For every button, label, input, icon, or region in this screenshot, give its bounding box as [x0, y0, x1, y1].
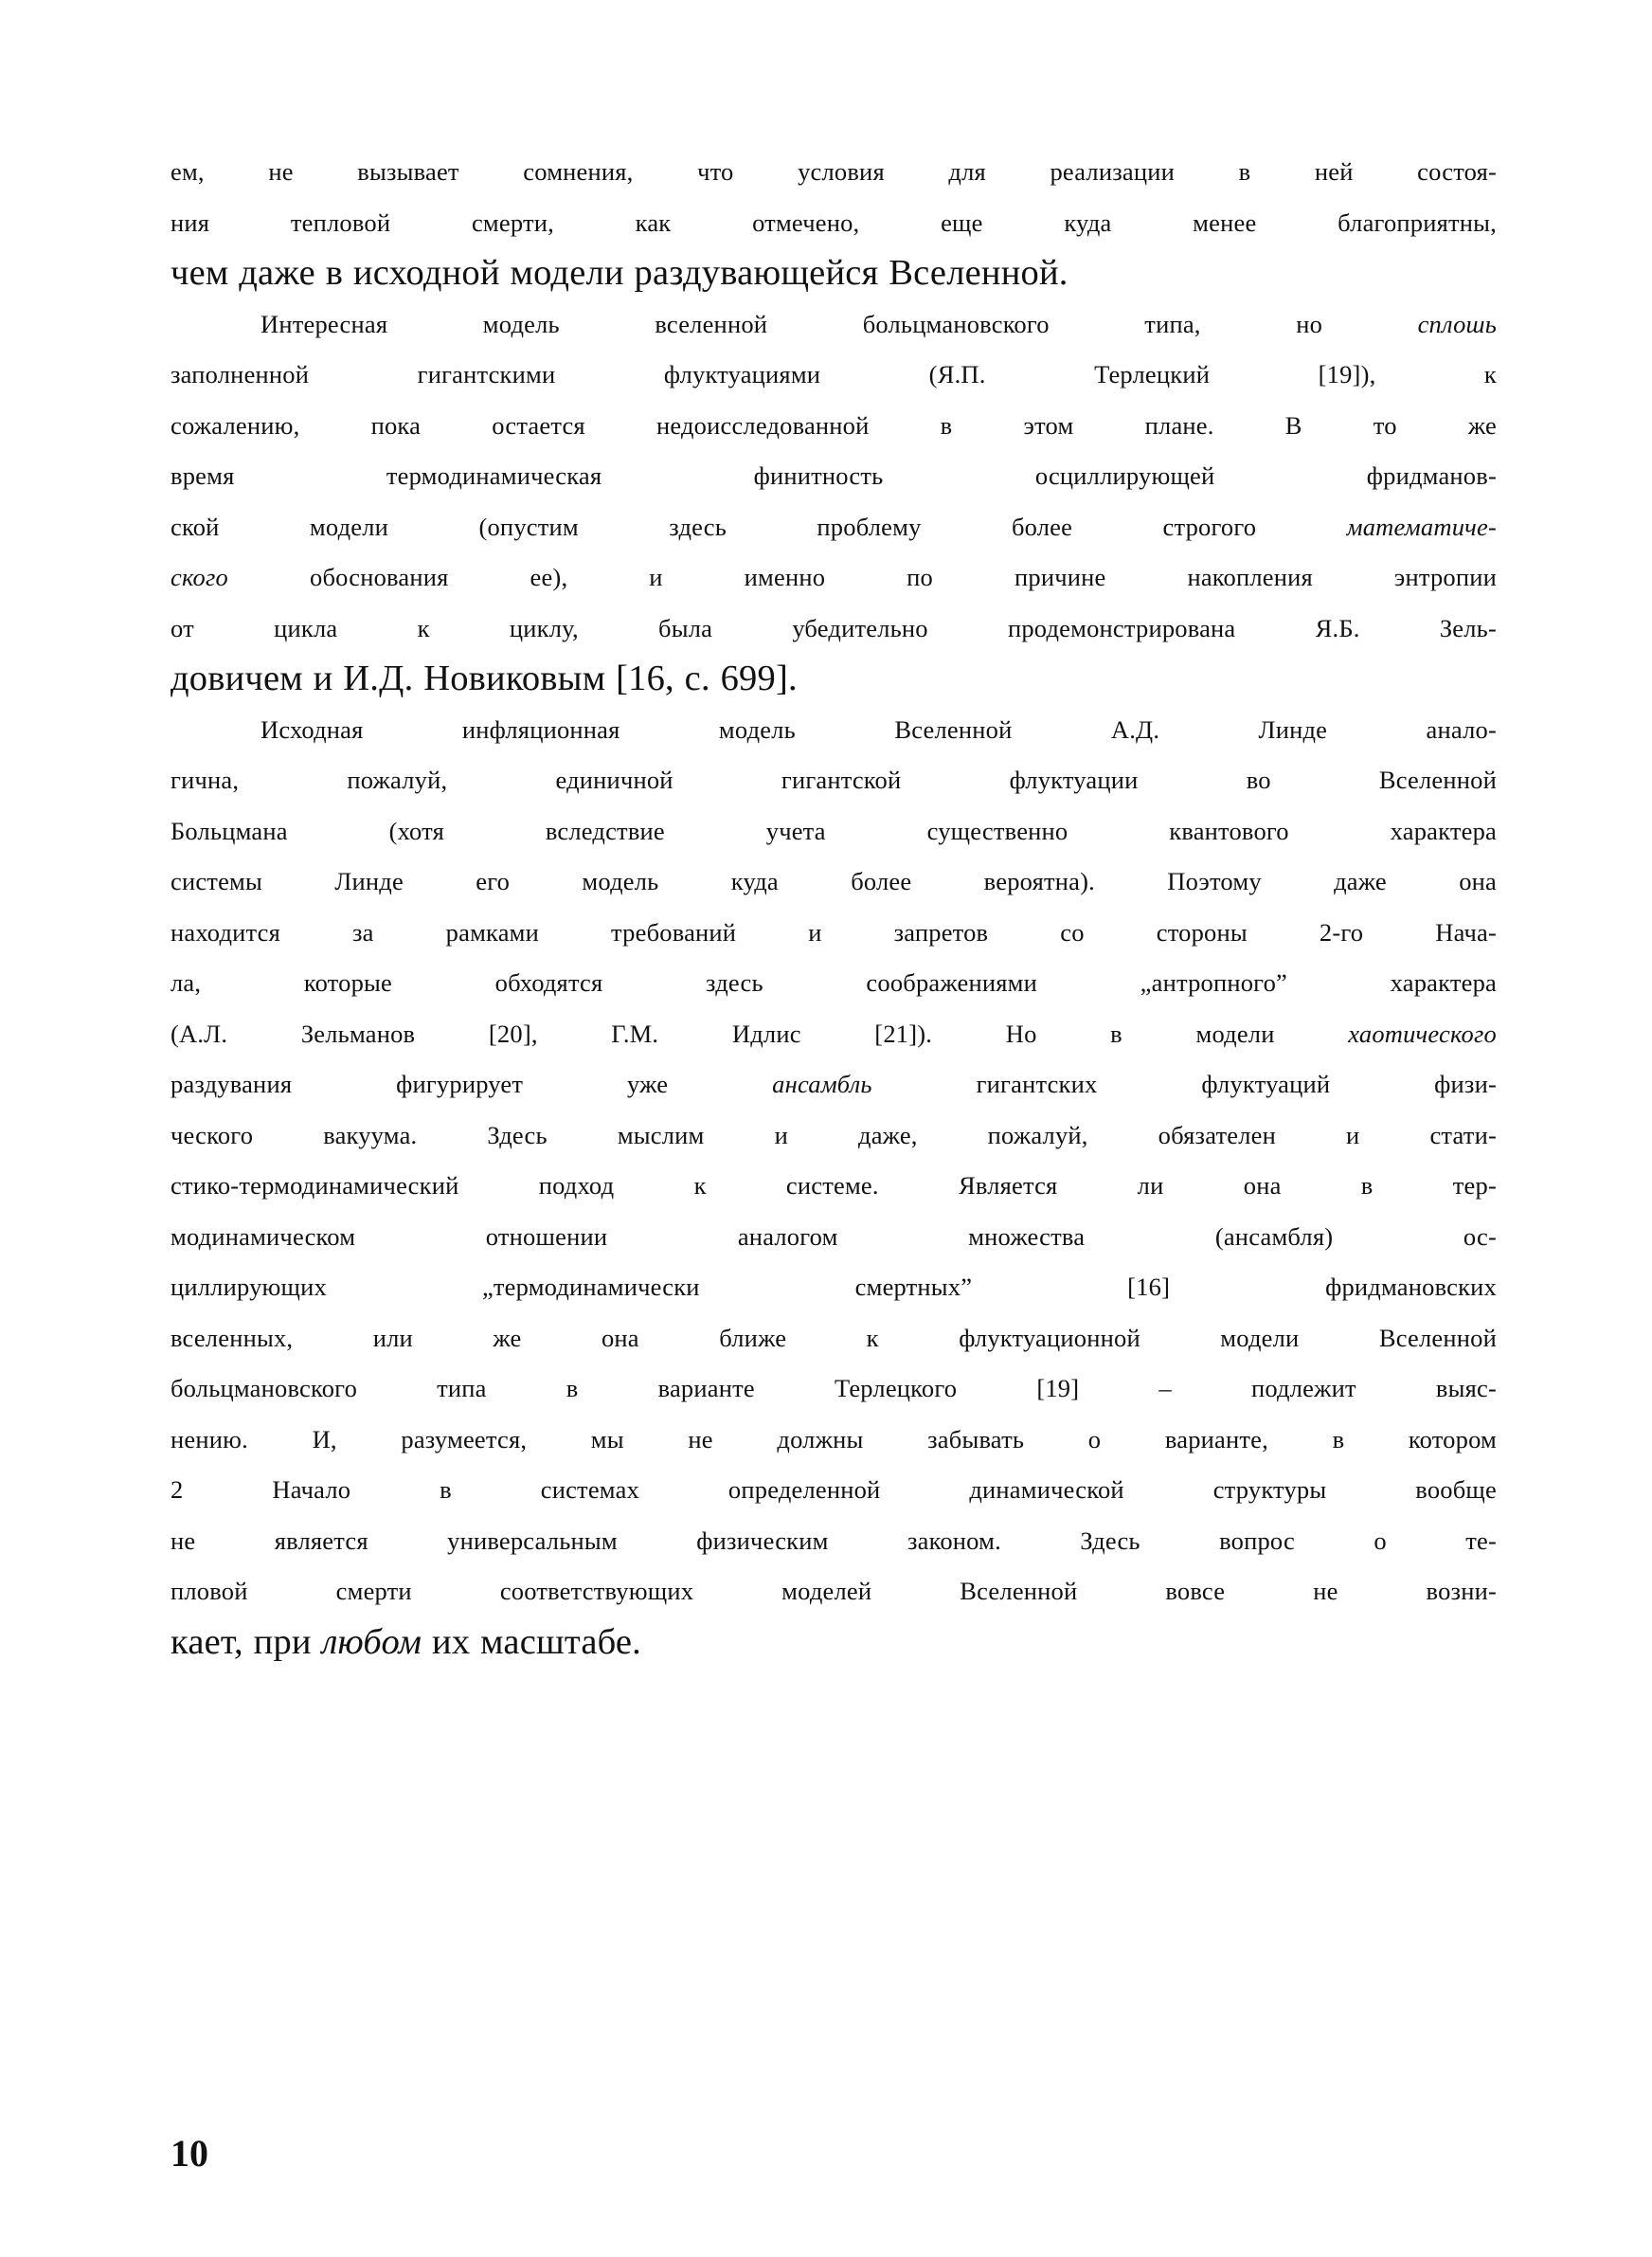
text-line [171, 1566, 1497, 1617]
text-segment: довичем и И.Д. Новиковым [16, с. 699]. [171, 659, 798, 698]
italic-text: ского [171, 563, 228, 591]
text-line [171, 908, 1497, 959]
text-segment: системы Линде его модель куда более вероятна). Поэтому даже она [171, 867, 1497, 895]
text-line [171, 1009, 1497, 1060]
text-segment: время термодинамическая финитность осциллирующей фридманов- [171, 461, 1497, 490]
text-segment: ла, которые обходятся здесь соображениями „антропного” характера [171, 968, 1497, 997]
text-line [171, 604, 1497, 655]
text-line [171, 502, 1497, 553]
text-segment: пловой смерти соответствующих моделей Вселенной вовсе не возни- [171, 1577, 1497, 1605]
text-line [171, 857, 1497, 908]
text-line [171, 1161, 1497, 1212]
text-line [171, 1212, 1497, 1263]
italic-text: сплошь [1417, 309, 1497, 338]
text-segment: модинамическом отношении аналогом множества (ансамбля) ос- [171, 1221, 1497, 1251]
text-segment: ской модели (опустим здесь проблему более строгого [171, 512, 1347, 541]
text-segment: нению. И, разумеется, мы не должны забывать о варианте, в котором [171, 1424, 1497, 1454]
text-segment: Интересная модель вселенной больцмановского типа, но [260, 309, 1418, 338]
text-line [171, 705, 1497, 756]
text-line [171, 1313, 1497, 1364]
text-line [171, 654, 1497, 705]
text-line [171, 248, 1497, 299]
text-line [171, 1110, 1497, 1162]
text-segment: ния тепловой смерти, как отмечено, еще куда менее благоприятны, [171, 208, 1497, 237]
text-line [171, 299, 1497, 351]
text-line [171, 1617, 1497, 1669]
paragraph [171, 299, 1497, 705]
text-segment: раздувания фигурирует уже [171, 1070, 773, 1098]
text-segment: (А.Л. Зельманов [20], Г.М. Идлис [21]). Но в модели [171, 1019, 1349, 1048]
text-segment: чем даже в исходной модели раздувающейся Вселенной. [171, 253, 1068, 293]
paragraph [171, 147, 1497, 299]
text-line [171, 1262, 1497, 1313]
text-line [171, 958, 1497, 1009]
text-segment: Исходная инфляционная модель Вселенной А.Д. Линде анало- [260, 714, 1497, 744]
text-line [171, 198, 1497, 249]
text-line [171, 755, 1497, 806]
text-segment: ем, не вызывает сомнения, что условия для реализации в ней состоя- [171, 157, 1497, 186]
text-segment: 2 Начало в системах определенной динамической структуры вообще [171, 1475, 1497, 1504]
text-segment: ческого вакуума. Здесь мыслим и даже, пожалуй, обязателен и стати- [171, 1120, 1497, 1149]
text-line [171, 451, 1497, 502]
text-line [171, 1415, 1497, 1466]
text-segment: кает, при [171, 1621, 322, 1662]
text-line [171, 806, 1497, 858]
text-segment: больцмановского типа в варианте Терлецкого [19] – подлежит выяс- [171, 1374, 1497, 1402]
text-segment: стико-термодинамический подход к системе. Является ли она в тер- [171, 1171, 1497, 1200]
text-segment: их масштабе. [422, 1621, 642, 1662]
text-segment: вселенных, или же она ближе к флуктуационной модели Вселенной [171, 1323, 1497, 1352]
text-line [171, 552, 1497, 604]
text-line [171, 1465, 1497, 1516]
text-segment: гигантских флуктуаций физи- [871, 1070, 1497, 1098]
text-line [171, 147, 1497, 198]
text-segment: не является универсальным физическим законом. Здесь вопрос о те- [171, 1526, 1497, 1555]
page-number: 10 [171, 2132, 208, 2175]
text-segment: сожалению, пока остается недоисследованной в этом плане. В то же [171, 410, 1497, 440]
text-line [171, 401, 1497, 452]
text-line [171, 1516, 1497, 1567]
paragraph [171, 705, 1497, 1669]
text-segment: заполненной гигантскими флуктуациями (Я.П. Терлецкий [19]), к [171, 360, 1497, 388]
text-segment: находится за рамками требований и запретов со стороны 2-го Нача- [171, 917, 1497, 947]
italic-text: ансамбль [772, 1070, 872, 1098]
text-segment: циллирующих „термодинамически смертных” [16] фридмановских [171, 1273, 1497, 1301]
italic-text: хаотического [1348, 1019, 1497, 1048]
text-line [171, 350, 1497, 401]
text-segment: гична, пожалуй, единичной гигантской флуктуации во Вселенной [171, 766, 1497, 794]
body-text [171, 147, 1497, 1668]
text-segment: обоснования ее), и именно по причине накопления энтропии [228, 563, 1497, 591]
text-line [171, 1059, 1497, 1110]
italic-text: математиче- [1346, 512, 1497, 541]
text-segment: Больцмана (хотя вследствие учета существенно квантового характера [171, 816, 1497, 845]
italic-text: любом [321, 1621, 422, 1662]
text-segment: от цикла к циклу, была убедительно продемонстрирована Я.Б. Зель- [171, 613, 1497, 642]
text-line [171, 1363, 1497, 1415]
